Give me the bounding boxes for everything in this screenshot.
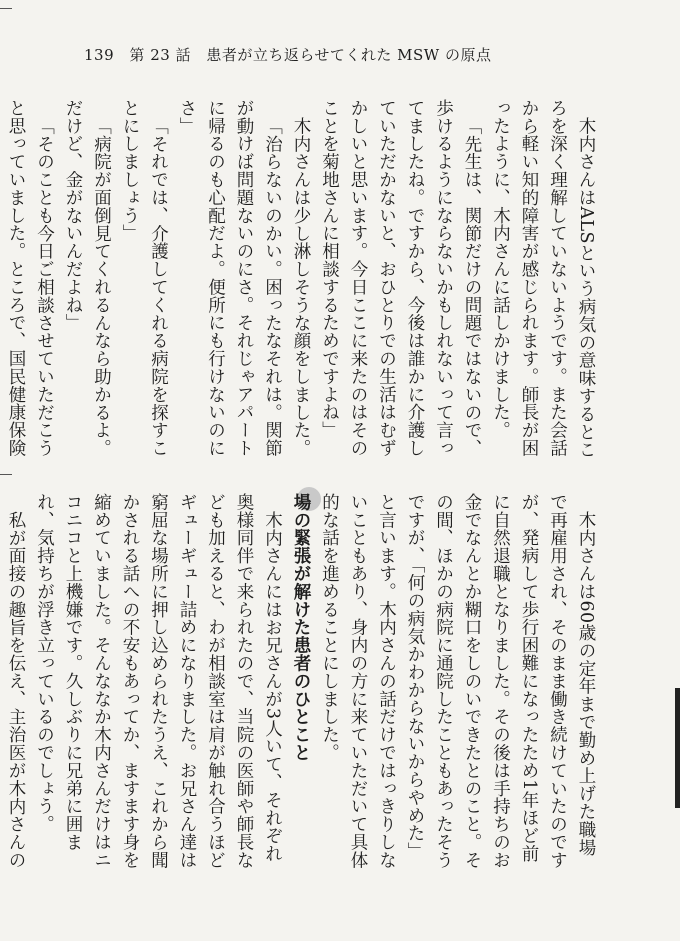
crop-mark-top: [0, 8, 12, 9]
page-number: 139: [84, 46, 115, 64]
thumb-index-tab: [675, 688, 680, 808]
section-heading: 場の緊張が解けた患者のひとこと: [287, 493, 316, 871]
paragraph: 「それでは、介護してくれる病院を探すことにしましょう」: [120, 99, 169, 457]
paragraph: 「治らないのかい。困ったなそれは。関節が動けば問題ないのにさ。それじゃアパートに帰るのも心配だよ。便所にも行けないのにさ」: [177, 99, 283, 457]
paragraph: 私が面接の趣旨を伝え、主治医が木内さんの: [6, 510, 26, 869]
paragraph: 「病院が面倒見てくれるんなら助かるよ。だけど、金がないんだよね」: [63, 99, 112, 457]
chapter-label: 第 23 話: [129, 46, 192, 64]
paragraph: 木内さんにはお兄さんが3人いて、それぞれ奥様同伴で来られたので、当院の医師や師長なども加えると、わが相談室は肩が触れ合うほどギューギュー詰めになりました。お兄さん達は窮屈な場所に押し込められたうえ、これから聞かされる話への不安もあってか、ますます身を縮めていました。そんななか木内さんだけはニコニコと上機嫌です。久しぶりに兄弟に囲まれ、気持ちが浮き立っているのでしょう。: [34, 493, 283, 869]
chapter-title: 患者が立ち返らせてくれた MSW の原点: [206, 46, 492, 64]
paragraph: 木内さんは少し淋しそうな顔をしました。: [291, 116, 311, 457]
top-text-block: [6, 99, 600, 465]
paragraph: 「先生は、関節だけの問題ではないので、歩けるようにならないかもしれないって言ってましたね。ですから、今後は誰かに介護していただかないと、おひとりでの生活はむずかしいと思います。今日ここに来たのはそのことを菊地さんに相談するためですよね」: [319, 99, 482, 457]
paragraph: 木内さんは60歳の定年まで勤め上げた職場で再雇用され、そのまま働き続けていたのですが、発病して歩行困難になったため1年ほど前に自然退職となりました。その後は手持ちのお金でなんとか糊口をしのいできたとのこと。その間、ほかの病院に通院したこともあったそうですが、「何の病気かわからないからやめた」と言います。木内さんの話だけではっきりしないこともあり、身内の方に来ていただいて具体的な話を進めることにしました。: [319, 493, 596, 869]
running-head: [84, 44, 501, 65]
bottom-text-block: [6, 493, 600, 871]
crop-mark-middle: [0, 474, 12, 475]
paragraph: 木内さんはALSという病気の意味するところを深く理解していないようです。また会話から軽い知的障害が感じられます。師長が困ったように、木内さんに話しかけました。: [490, 99, 596, 459]
paragraph: 「そのことも今日ご相談させていただこうと思っていました。ところで、国民健康保険: [6, 99, 55, 457]
